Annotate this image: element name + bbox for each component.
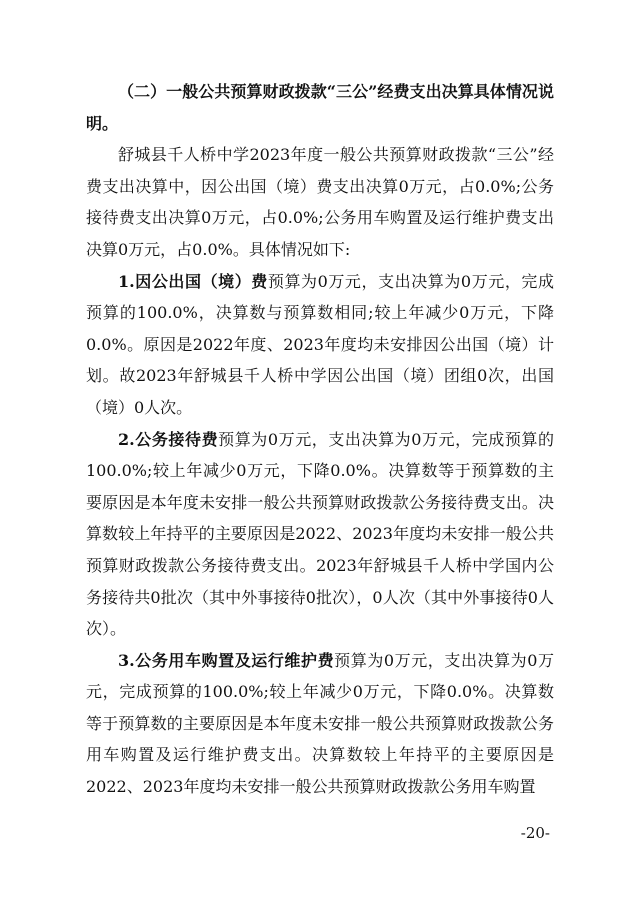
section-heading: （二）一般公共预算财政拨款“三公”经费支出决算具体情况说明。 xyxy=(86,82,554,133)
item2-body: 预算为0万元，支出决算为0万元，完成预算的100.0%;较上年减少0万元，下降0.0%。决算数等于预算数的主要原因是本年度未安排一般公共预算财政拨款公务接待费支出。决算数较上年持平的主要原因是2022、2023年度均未安排一般公共预算财政拨款公务接待费支出。2023年舒城县千人桥中学国内公务接待共0批次（其中外事接待0批次），0人次（其中外事接待0人次）。 xyxy=(86,429,554,639)
item1-paragraph xyxy=(86,266,554,424)
item1-body: 预算为0万元，支出决算为0万元，完成预算的100.0%，决算数与预算数相同;较上年减少0万元，下降0.0%。原因是2022年度、2023年度均未安排因公出国（境）计划。故2023年舒城县千人桥中学因公出国（境）团组0次，出国（境）0人次。 xyxy=(86,271,554,417)
item3-title: 3.公务用车购置及运行维护费 xyxy=(118,650,335,670)
item3-paragraph xyxy=(86,645,554,803)
item3-body: 预算为0万元，支出决算为0万元，完成预算的100.0%;较上年减少0万元，下降0.0%。决算数等于预算数的主要原因是本年度未安排一般公共预算财政拨款公务用车购置及运行维护费支出。决算数较上年持平的主要原因是2022、2023年度均未安排一般公共预算财政拨款公务用车购置 xyxy=(86,650,554,797)
page-number: -20- xyxy=(520,824,550,842)
intro-paragraph: 舒城县千人桥中学2023年度一般公共预算财政拨款“三公”经费支出决算中，因公出国（境）费支出决算0万元，占0.0%;公务接待费支出决算0万元，占0.0%;公务用车购置及运行维护费支出决算0万元，占0.0%。具体情况如下: xyxy=(86,145,554,259)
item1-title: 1.因公出国（境）费 xyxy=(118,271,268,291)
document-body xyxy=(86,76,554,803)
item2-title: 2.公务接待费 xyxy=(118,429,219,449)
item2-paragraph xyxy=(86,424,554,645)
